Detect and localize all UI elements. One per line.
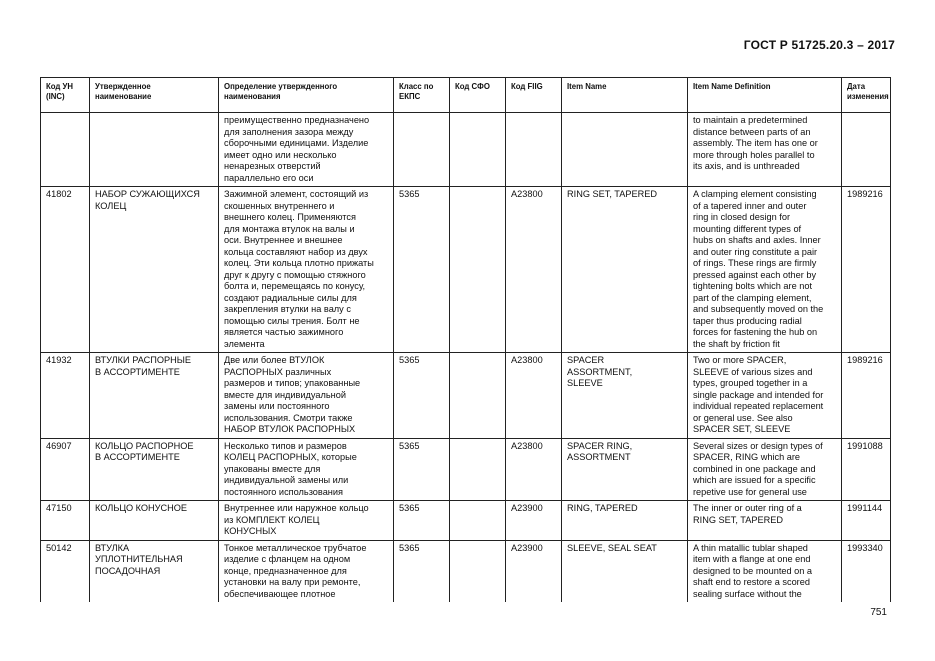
cell-sfo: [450, 501, 506, 541]
cell-text-line: SPACER SET, SLEEVE: [693, 424, 791, 434]
cell-fiig: A23800: [506, 353, 562, 439]
cell-text-line: RING, TAPERED: [567, 503, 638, 513]
cell-text-line: designed to be mounted on a: [693, 565, 813, 576]
classification-table: [40, 77, 891, 602]
table-row: [41, 353, 891, 439]
cell-text-line: кольца составляют набор из двух: [224, 246, 368, 257]
cell-approved-name: [90, 540, 219, 602]
cell-definition: [219, 353, 394, 439]
document-header: ГОСТ Р 51725.20.3 – 2017: [743, 38, 895, 52]
cell-text-line: Зажимной элемент, состоящий из: [224, 189, 369, 199]
cell-definition: [219, 438, 394, 501]
cell-text-line: упакованы вместе для: [224, 463, 321, 474]
cell-text-line: внешнего колец. Применяются: [224, 212, 356, 222]
cell-text-line: КОЛЬЦО КОНУСНОЕ: [95, 503, 188, 513]
cell-text-line: элемента: [224, 338, 265, 349]
cell-date: 1991088: [842, 438, 891, 501]
cell-text-line: использования. Смотри также: [224, 412, 353, 423]
cell-text-line: its axis, and is unthreaded: [693, 161, 800, 171]
cell-text-line: A thin matallic tublar shaped: [693, 542, 808, 553]
cell-approved-name: [90, 353, 219, 439]
cell-item-definition: [688, 113, 842, 187]
column-header-line: изменения: [847, 92, 889, 101]
cell-approved-name: [90, 501, 219, 541]
cell-text-line: оси. Внутреннее и внешнее: [224, 235, 343, 245]
cell-item-name: [562, 501, 688, 541]
cell-text-line: болта и, перемещаясь по конусу,: [224, 281, 366, 291]
cell-text-line: to maintain a predetermined: [693, 115, 808, 125]
cell-definition: [219, 113, 394, 187]
cell-text-line: or general use. See also: [693, 412, 793, 423]
cell-text-line: distance between parts of an: [693, 126, 811, 137]
cell-text-line: and subsequently moved on the: [693, 304, 824, 314]
cell-text-line: mounting different types of: [693, 223, 802, 234]
cell-sfo: [450, 540, 506, 602]
cell-text-line: вместе для индивидуальной: [224, 389, 346, 400]
cell-date: [842, 113, 891, 187]
column-header-item-definition: [688, 78, 842, 113]
cell-inc: 41802: [41, 187, 90, 353]
cell-fiig: A23800: [506, 187, 562, 353]
cell-approved-name: [90, 113, 219, 187]
cell-text-line: РАСПОРНЫХ различных: [224, 366, 332, 377]
column-header-inc: [41, 78, 90, 113]
cell-text-line: сборочными единицами. Изделие: [224, 138, 369, 148]
cell-text-line: изделие с фланцем на одном: [224, 554, 351, 564]
cell-text-line: ВТУЛКИ РАСПОРНЫЕ: [95, 355, 192, 365]
cell-text-line: Две или более ВТУЛОК: [224, 355, 325, 365]
table-row: [41, 113, 891, 187]
cell-text-line: колец. Эти кольца плотно прижаты: [224, 258, 374, 268]
cell-text-line: taper thus producing radial: [693, 315, 802, 326]
cell-text-line: ВТУЛКА: [95, 542, 130, 553]
cell-text-line: создают радиальные силы для: [224, 292, 357, 303]
cell-text-line: and outer ring constitute a pair: [693, 246, 818, 257]
cell-text-line: RING SET, TAPERED: [693, 514, 784, 525]
column-header-line: Дата: [847, 82, 866, 91]
cell-text-line: A clamping element consisting: [693, 189, 817, 199]
cell-text-line: the shaft by friction fit: [693, 338, 780, 349]
cell-text-line: друг к другу с помощью стяжного: [224, 269, 366, 280]
cell-item-name: [562, 187, 688, 353]
cell-inc: [41, 113, 90, 187]
cell-text-line: помощью силы трения. Болт не: [224, 315, 360, 326]
cell-date: 1989216: [842, 187, 891, 353]
cell-text-line: УПЛОТНИТЕЛЬНАЯ: [95, 554, 183, 564]
cell-text-line: which are issued for a specific: [693, 475, 816, 485]
cell-text-line: Several sizes or design types of: [693, 440, 823, 451]
cell-date: 1989216: [842, 353, 891, 439]
cell-fiig: A23900: [506, 501, 562, 541]
cell-text-line: из КОМПЛЕКТ КОЛЕЦ: [224, 514, 320, 525]
cell-text-line: постоянного использования: [224, 486, 343, 497]
column-header-line: наименование: [95, 92, 152, 101]
cell-text-line: конце, предназначенное для: [224, 565, 347, 576]
cell-inc: 46907: [41, 438, 90, 501]
cell-text-line: SPACER, RING which are: [693, 452, 801, 462]
column-header-line: Код УН: [46, 82, 74, 91]
cell-text-line: КОЛЕЦ РАСПОРНЫХ, которые: [224, 452, 357, 462]
column-header-item-name: [562, 78, 688, 113]
table-row: [41, 438, 891, 501]
cell-text-line: В АССОРТИМЕНТЕ: [95, 452, 180, 462]
column-header-line: Item Name: [567, 82, 607, 91]
cell-text-line: скошенных внутреннего и: [224, 200, 335, 211]
cell-text-line: Тонкое металлическое трубчатое: [224, 542, 367, 553]
column-header-fiig: [506, 78, 562, 113]
page-number: 751: [870, 607, 887, 618]
cell-sfo: [450, 187, 506, 353]
cell-text-line: Two or more SPACER,: [693, 355, 787, 365]
cell-fiig: A23800: [506, 438, 562, 501]
cell-text-line: индивидуальной замены или: [224, 475, 349, 485]
cell-text-line: является частью зажимного: [224, 327, 344, 337]
cell-text-line: part of the clamping element,: [693, 292, 812, 303]
column-header-line: Утвержденное: [95, 82, 151, 91]
cell-text-line: ASSORTMENT: [567, 452, 631, 462]
cell-class: 5365: [394, 187, 450, 353]
cell-sfo: [450, 438, 506, 501]
cell-item-definition: [688, 540, 842, 602]
cell-date: 1991144: [842, 501, 891, 541]
cell-text-line: sealing surface without the: [693, 588, 802, 599]
cell-text-line: of a tapered inner and outer: [693, 200, 807, 211]
cell-text-line: RING SET, TAPERED: [567, 189, 658, 199]
column-header-date: [842, 78, 891, 113]
table-body: [41, 113, 891, 603]
cell-inc: 41932: [41, 353, 90, 439]
table-header: [41, 78, 891, 113]
cell-text-line: ненарезных отверстий: [224, 161, 321, 171]
column-header-line: ЕКПС: [399, 92, 421, 101]
cell-text-line: of rings. These rings are firmly: [693, 258, 817, 268]
cell-text-line: преимущественно предназначено: [224, 115, 370, 125]
cell-fiig: A23900: [506, 540, 562, 602]
cell-text-line: individual repeated replacement: [693, 401, 824, 411]
cell-sfo: [450, 113, 506, 187]
cell-text-line: SPACER RING,: [567, 440, 633, 451]
column-header-line: Определение утвержденного: [224, 82, 338, 91]
header-row: [41, 78, 891, 113]
cell-sfo: [450, 353, 506, 439]
cell-text-line: hubs on shafts and axles. Inner: [693, 235, 821, 245]
cell-fiig: [506, 113, 562, 187]
cell-item-definition: [688, 353, 842, 439]
cell-class: 5365: [394, 438, 450, 501]
cell-definition: [219, 501, 394, 541]
cell-text-line: замены или постоянного: [224, 401, 330, 411]
cell-text-line: shaft end to restore a scored: [693, 577, 810, 587]
cell-text-line: forces for fastening the hub on: [693, 327, 818, 337]
cell-text-line: tightening bolts which are not: [693, 281, 813, 291]
cell-definition: [219, 187, 394, 353]
cell-text-line: КОНУСНЫХ: [224, 526, 277, 536]
cell-text-line: combined in one package and: [693, 463, 816, 474]
column-header-line: Код FIIG: [511, 82, 543, 91]
cell-text-line: размеров и типов; упакованные: [224, 378, 361, 388]
cell-definition: [219, 540, 394, 602]
cell-text-line: НАБОР СУЖАЮЩИХСЯ: [95, 189, 200, 199]
cell-text-line: ring in closed design for: [693, 212, 791, 222]
column-header-line: Класс по: [399, 82, 434, 91]
column-header-definition: [219, 78, 394, 113]
column-header-approved-name: [90, 78, 219, 113]
cell-text-line: assembly. The item has one or: [693, 138, 818, 148]
cell-text-line: закрепления втулки на валу с: [224, 304, 351, 314]
cell-text-line: more through holes parallel to: [693, 149, 815, 160]
cell-class: 5365: [394, 540, 450, 602]
cell-text-line: Внутреннее или наружное кольцо: [224, 503, 369, 513]
cell-item-name: [562, 353, 688, 439]
cell-text-line: types, grouped together in a: [693, 378, 808, 388]
cell-text-line: ПОСАДОЧНАЯ: [95, 565, 161, 576]
cell-text-line: КОЛЕЦ: [95, 200, 127, 211]
cell-text-line: SLEEVE: [567, 378, 603, 388]
cell-text-line: Несколько типов и размеров: [224, 440, 347, 451]
cell-inc: 47150: [41, 501, 90, 541]
table-row: [41, 540, 891, 602]
cell-text-line: SPACER: [567, 355, 605, 365]
cell-text-line: для монтажа втулок на валы и: [224, 223, 355, 234]
cell-item-name: [562, 438, 688, 501]
column-header-class: [394, 78, 450, 113]
cell-text-line: НАБОР ВТУЛОК РАСПОРНЫХ: [224, 424, 356, 434]
cell-text-line: обеспечивающее плотное: [224, 588, 336, 599]
cell-item-definition: [688, 501, 842, 541]
cell-text-line: для заполнения зазора между: [224, 126, 354, 137]
cell-text-line: КОЛЬЦО РАСПОРНОЕ: [95, 440, 194, 451]
cell-item-name: [562, 113, 688, 187]
column-header-line: Item Name Definition: [693, 82, 771, 91]
cell-class: 5365: [394, 353, 450, 439]
cell-text-line: параллельно его оси: [224, 172, 314, 183]
cell-date: 1993340: [842, 540, 891, 602]
cell-class: [394, 113, 450, 187]
cell-item-name: [562, 540, 688, 602]
table-row: [41, 187, 891, 353]
cell-text-line: item with a flange at one end: [693, 554, 811, 564]
column-header-line: (INC): [46, 92, 65, 101]
cell-class: 5365: [394, 501, 450, 541]
cell-text-line: single package and intended for: [693, 389, 824, 400]
cell-approved-name: [90, 438, 219, 501]
table-row: [41, 501, 891, 541]
column-header-line: наименования: [224, 92, 281, 101]
cell-text-line: SLEEVE of various sizes and: [693, 366, 813, 377]
cell-text-line: В АССОРТИМЕНТЕ: [95, 366, 180, 377]
column-header-line: Код СФО: [455, 82, 490, 91]
cell-text-line: SLEEVE, SEAL SEAT: [567, 542, 657, 553]
cell-text-line: pressed against each other by: [693, 269, 817, 280]
cell-text-line: repetive use for general use: [693, 486, 807, 497]
cell-approved-name: [90, 187, 219, 353]
cell-text-line: The inner or outer ring of a: [693, 503, 802, 513]
cell-text-line: имеет одно или несколько: [224, 149, 337, 160]
cell-text-line: установки на валу при ремонте,: [224, 577, 361, 587]
cell-inc: 50142: [41, 540, 90, 602]
cell-item-definition: [688, 438, 842, 501]
cell-item-definition: [688, 187, 842, 353]
cell-text-line: ASSORTMENT,: [567, 366, 633, 377]
column-header-sfo: [450, 78, 506, 113]
